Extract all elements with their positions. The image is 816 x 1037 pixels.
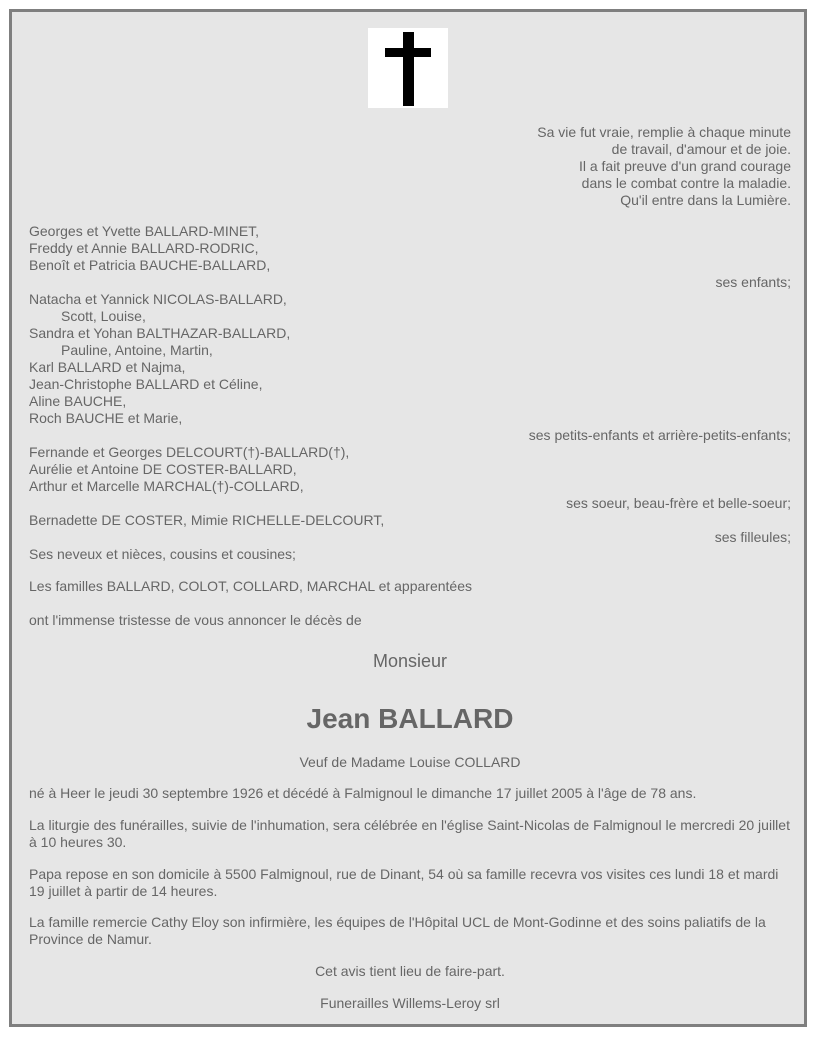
deceased-name: Jean BALLARD [306,703,514,734]
verse-line: dans le combat contre la maladie. [581,175,791,191]
relation-label: ses filleules; [714,529,791,545]
verse-line: de travail, d'amour et de joie. [611,141,791,157]
relation-label: ses soeur, beau-frère et belle-soeur; [566,495,791,511]
thanks: La famille remercie Cathy Eloy son infirmière, les équipes de l'Hôpital UCL de Mont-Godinne et des soins paliatifs de la Province de Namur. [29,914,766,947]
nephews-line: Ses neveux et nièces, cousins et cousines; [29,546,296,562]
family-line: Sandra et Yohan BALTHAZAR-BALLARD, [29,325,291,341]
notice: Cet avis tient lieu de faire-part. [315,963,505,979]
funeral-home: Funerailles Willems-Leroy srl [320,995,500,1011]
goddaughters-list [29,512,791,546]
family-line: Karl BALLARD et Najma, [29,359,186,375]
family-line: Roch BAUCHE et Marie, [29,410,183,426]
family-line: Pauline, Antoine, Martin, [61,342,213,358]
family-line: Freddy et Annie BALLARD-RODRIC, [29,240,259,256]
family-line: Fernande et Georges DELCOURT(†)-BALLARD(†), [29,444,350,460]
families-line: Les familles BALLARD, COLOT, COLLARD, MARCHAL et apparentées [29,578,472,594]
relation-label: ses petits-enfants et arrière-petits-enfants; [528,427,791,443]
verse-line: Qu'il entre dans la Lumière. [620,192,791,208]
family-line: Arthur et Marcelle MARCHAL(†)-COLLARD, [29,478,304,494]
verse [391,124,791,209]
honorific: Monsieur [372,651,448,671]
family-line: Jean-Christophe BALLARD et Céline, [29,376,263,392]
siblings-list [29,444,791,512]
family-line: Natacha et Yannick NICOLAS-BALLARD, [29,291,287,307]
announcement: ont l'immense tristesse de vous annoncer le décès de [29,612,362,628]
cross-icon [368,28,448,108]
children-list [29,223,791,291]
verse-line: Il a fait preuve d'un grand courage [578,158,791,174]
widower-line: Veuf de Madame Louise COLLARD [299,754,521,770]
family-line: Benoît et Patricia BAUCHE-BALLARD, [29,257,271,273]
relation-label: ses enfants; [715,274,791,290]
family-line: Scott, Louise, [61,308,146,324]
birth-death: né à Heer le jeudi 30 septembre 1926 et décédé à Falmignoul le dimanche 17 juillet 2005 à l'âge de 78 ans. [29,785,697,801]
family-line: Bernadette DE COSTER, Mimie RICHELLE-DELCOURT, [29,512,385,528]
obituary-card [9,9,807,1027]
verse-line: Sa vie fut vraie, remplie à chaque minute [537,124,791,140]
liturgy: La liturgie des funérailles, suivie de l'inhumation, sera célébrée en l'église Saint-Nicolas de Falmignoul le mercredi 20 juillet à 10 heures 30. [29,817,790,850]
grandchildren-list [29,291,791,444]
family-line: Aurélie et Antoine DE COSTER-BALLARD, [29,461,297,477]
rest-info: Papa repose en son domicile à 5500 Falmignoul, rue de Dinant, 54 où sa famille recevra vos visites ces lundi 18 et mardi 19 juillet à partir de 14 heures. [29,866,779,899]
family-line: Aline BAUCHE, [29,393,127,409]
family-line: Georges et Yvette BALLARD-MINET, [29,223,260,239]
